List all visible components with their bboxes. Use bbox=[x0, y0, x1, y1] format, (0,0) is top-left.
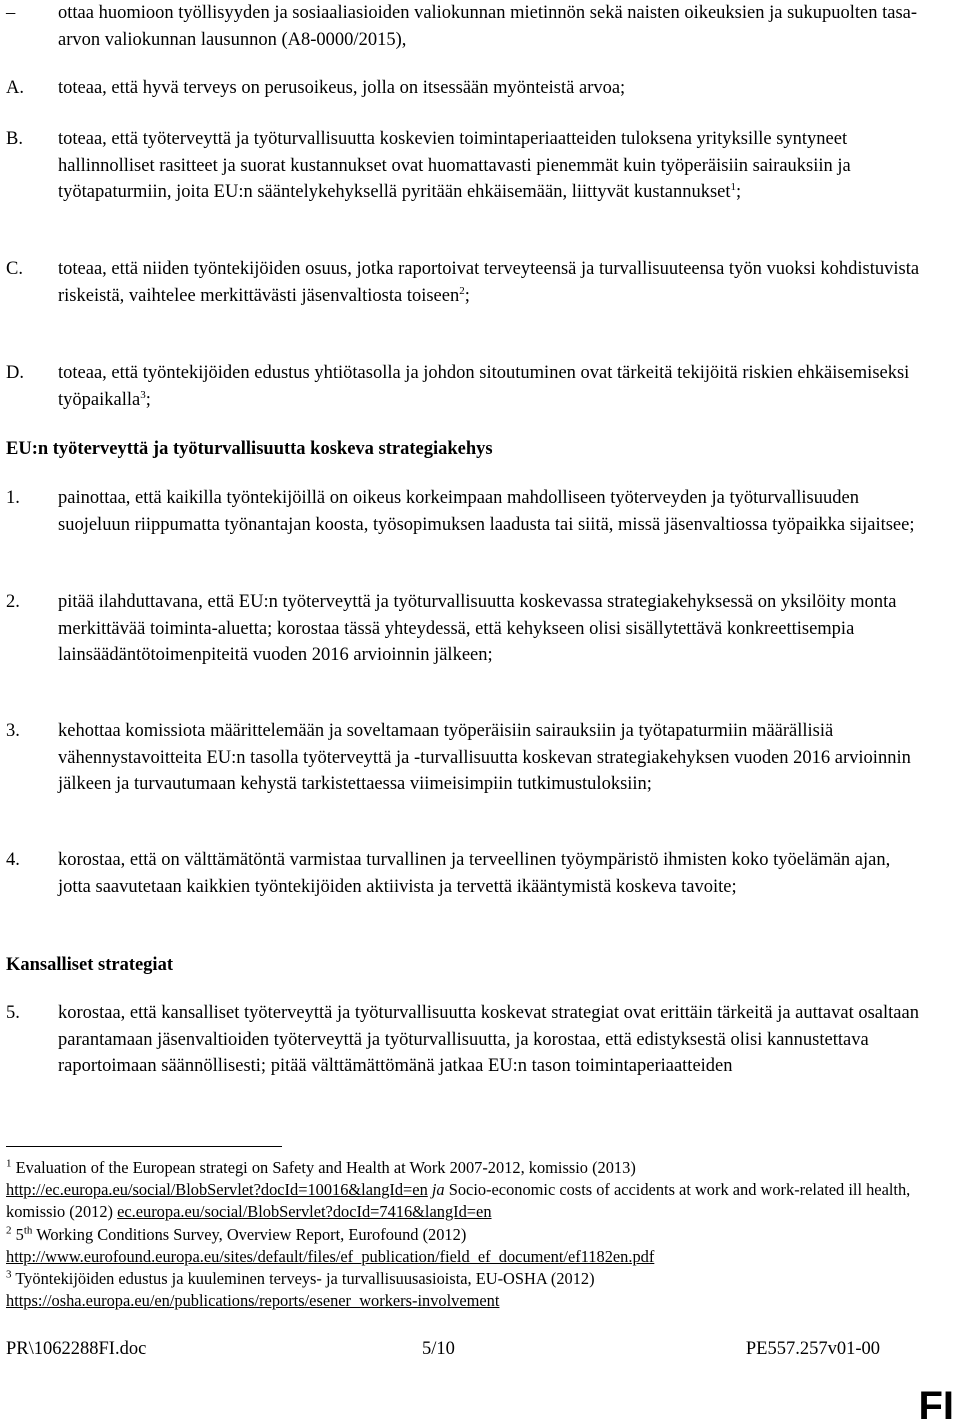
footnote-link[interactable]: https://osha.europa.eu/en/publications/reports/esener_workers-involvement bbox=[6, 1291, 500, 1310]
recital-b: B. toteaa, että työterveyttä ja työturvallisuutta koskevien toimintaperiaatteiden tuloksena yrityksille syntyneet hallinnolliset rasitteet ja suorat kustannukset ovat huomattavasti pienemmät kuin työperäisiin sairauksiin ja työtapaturmiin, joita EU:n sääntelykehyksellä pyritään ehkäisemään, liittyvät kustannukset$^1$; bbox=[6, 129, 851, 202]
footnote-ref[interactable]: 1 bbox=[730, 180, 737, 193]
page-number: 5/10 bbox=[422, 1339, 455, 1359]
section-heading-strategy: EU:n työterveyttä ja työturvallisuutta koskeva strategiakehys bbox=[6, 439, 493, 459]
footnote-2: $^2$ 5th Working Conditions Survey, Overview Report, Eurofound (2012) http://www.eurofound.europa.eu/sites/default/files/ef_publication/field_ef_document/ef1182en.pdf bbox=[6, 1224, 655, 1266]
footnote-ref[interactable]: 3 bbox=[140, 388, 146, 401]
footer-ref: PE557.257v01-00 bbox=[745, 1339, 880, 1359]
recital-c: C. toteaa, että niiden työntekijöiden osuus, jotka raportoivat terveyteensä ja turvallisuuteensa työn vuoksi kohdistuvista riskeistä, vaihtelee merkittävästi jäsenvaltiosta toiseen$^2$; bbox=[6, 259, 920, 306]
footer-doc-id: PR\1062288FI.doc bbox=[6, 1339, 147, 1359]
language-code: FI bbox=[918, 1384, 954, 1428]
paragraph-5: 5. korostaa, että kansalliset työterveyttä ja työturvallisuutta koskevat strategiat ovat erittäin tärkeitä ja auttavat osaltaan parantamaan jäsenvaltioiden työterveyttä ja työturvallisuutta, ja korostaa, että edistyksestä olisi kannustettava raportoimaan säännöllisesti; pitää välttämättömänä jatkaa EU:n tason toimintaperiaatteiden bbox=[6, 1003, 919, 1076]
paragraph-2: 2. pitää ilahduttavana, että EU:n työterveyttä ja työturvallisuutta koskevassa strategiakehyksessä on yksilöity monta merkittävää toiminta-aluetta; korostaa tässä yhteydessä, että kehykseen olisi sisällytettävä konkreettisempia lainsäädäntötoimenpiteitä vuoden 2016 arvioinnin jälkeen; bbox=[6, 592, 897, 665]
footnote-ref[interactable]: 2 bbox=[459, 284, 465, 297]
footnote-3: $^3$ Työntekijöiden edustus ja kuuleminen terveys- ja turvallisuusasioista, EU-OSHA (2012) https://osha.europa.eu/en/publications/reports/esener_workers-involvement bbox=[6, 1268, 595, 1310]
recital-a: A. toteaa, että hyvä terveys on perusoikeus, jolla on itsessään myönteistä arvoa; bbox=[6, 78, 626, 98]
footnote-link[interactable]: http://www.eurofound.europa.eu/sites/default/files/ef_publication/field_ef_document/ef1182en.pdf bbox=[6, 1247, 655, 1266]
paragraph-4: 4. korostaa, että on välttämätöntä varmistaa turvallinen ja terveellinen työympäristö ihmisten koko työelämän ajan, jotta saavutetaan kaikkien työntekijöiden aktiivista ja tervettä ikääntymistä koskeva tavoite; bbox=[6, 850, 891, 897]
footnote-link[interactable]: ec.europa.eu/social/BlobServlet?docId=7416&langId=en bbox=[117, 1202, 492, 1221]
recital-d: D. toteaa, että työntekijöiden edustus yhtiötasolla ja johdon sitoutuminen ovat tärkeitä tekijöitä riskien ehkäisemiseksi työpaikalla$^3$; bbox=[6, 363, 910, 410]
consideration-dash: – ottaa huomioon työllisyyden ja sosiaaliasioiden valiokunnan mietinnön sekä naisten oikeuksien ja sukupuolten tasa-arvon valiokunnan lausunnon (A8-0000/2015), bbox=[6, 3, 918, 50]
footnote-link[interactable]: http://ec.europa.eu/social/BlobServlet?docId=10016&langId=en bbox=[6, 1180, 428, 1199]
paragraph-1: 1. painottaa, että kaikilla työntekijöillä on oikeus korkeimpaan mahdolliseen työterveyden ja työturvallisuuden suojeluun riippumatta työnantajan koosta, työsopimuksen laadusta tai siitä, missä jäsenvaltiossa työpaikka sijaitsee; bbox=[6, 488, 915, 535]
paragraph-3: 3. kehottaa komissiota määrittelemään ja soveltamaan työperäisiin sairauksiin ja työtapaturmiin määrällisiä vähennystavoitteita EU:n tasolla työterveyttä ja -turvallisuutta koskevan strategiakehyksen vuoden 2016 arvioinnin jälkeen ja turvautumaan kehystä tarkistettaessa viimeisimpiin tutkimustuloksiin; bbox=[6, 721, 911, 794]
section-heading-national: Kansalliset strategiat bbox=[6, 955, 173, 975]
footnote-divider bbox=[6, 1146, 282, 1147]
footnote-1: $^1$ Evaluation of the European strategi on Safety and Health at Work 2007-2012, komissio (2013) http://ec.europa.eu/social/BlobServlet?docId=10016&langId=en ja Socio-economic costs of accidents at work and work-related ill health, komissio (2012) ec.europa.eu/social/BlobServlet?docId=7416&langId=en bbox=[6, 1157, 911, 1221]
